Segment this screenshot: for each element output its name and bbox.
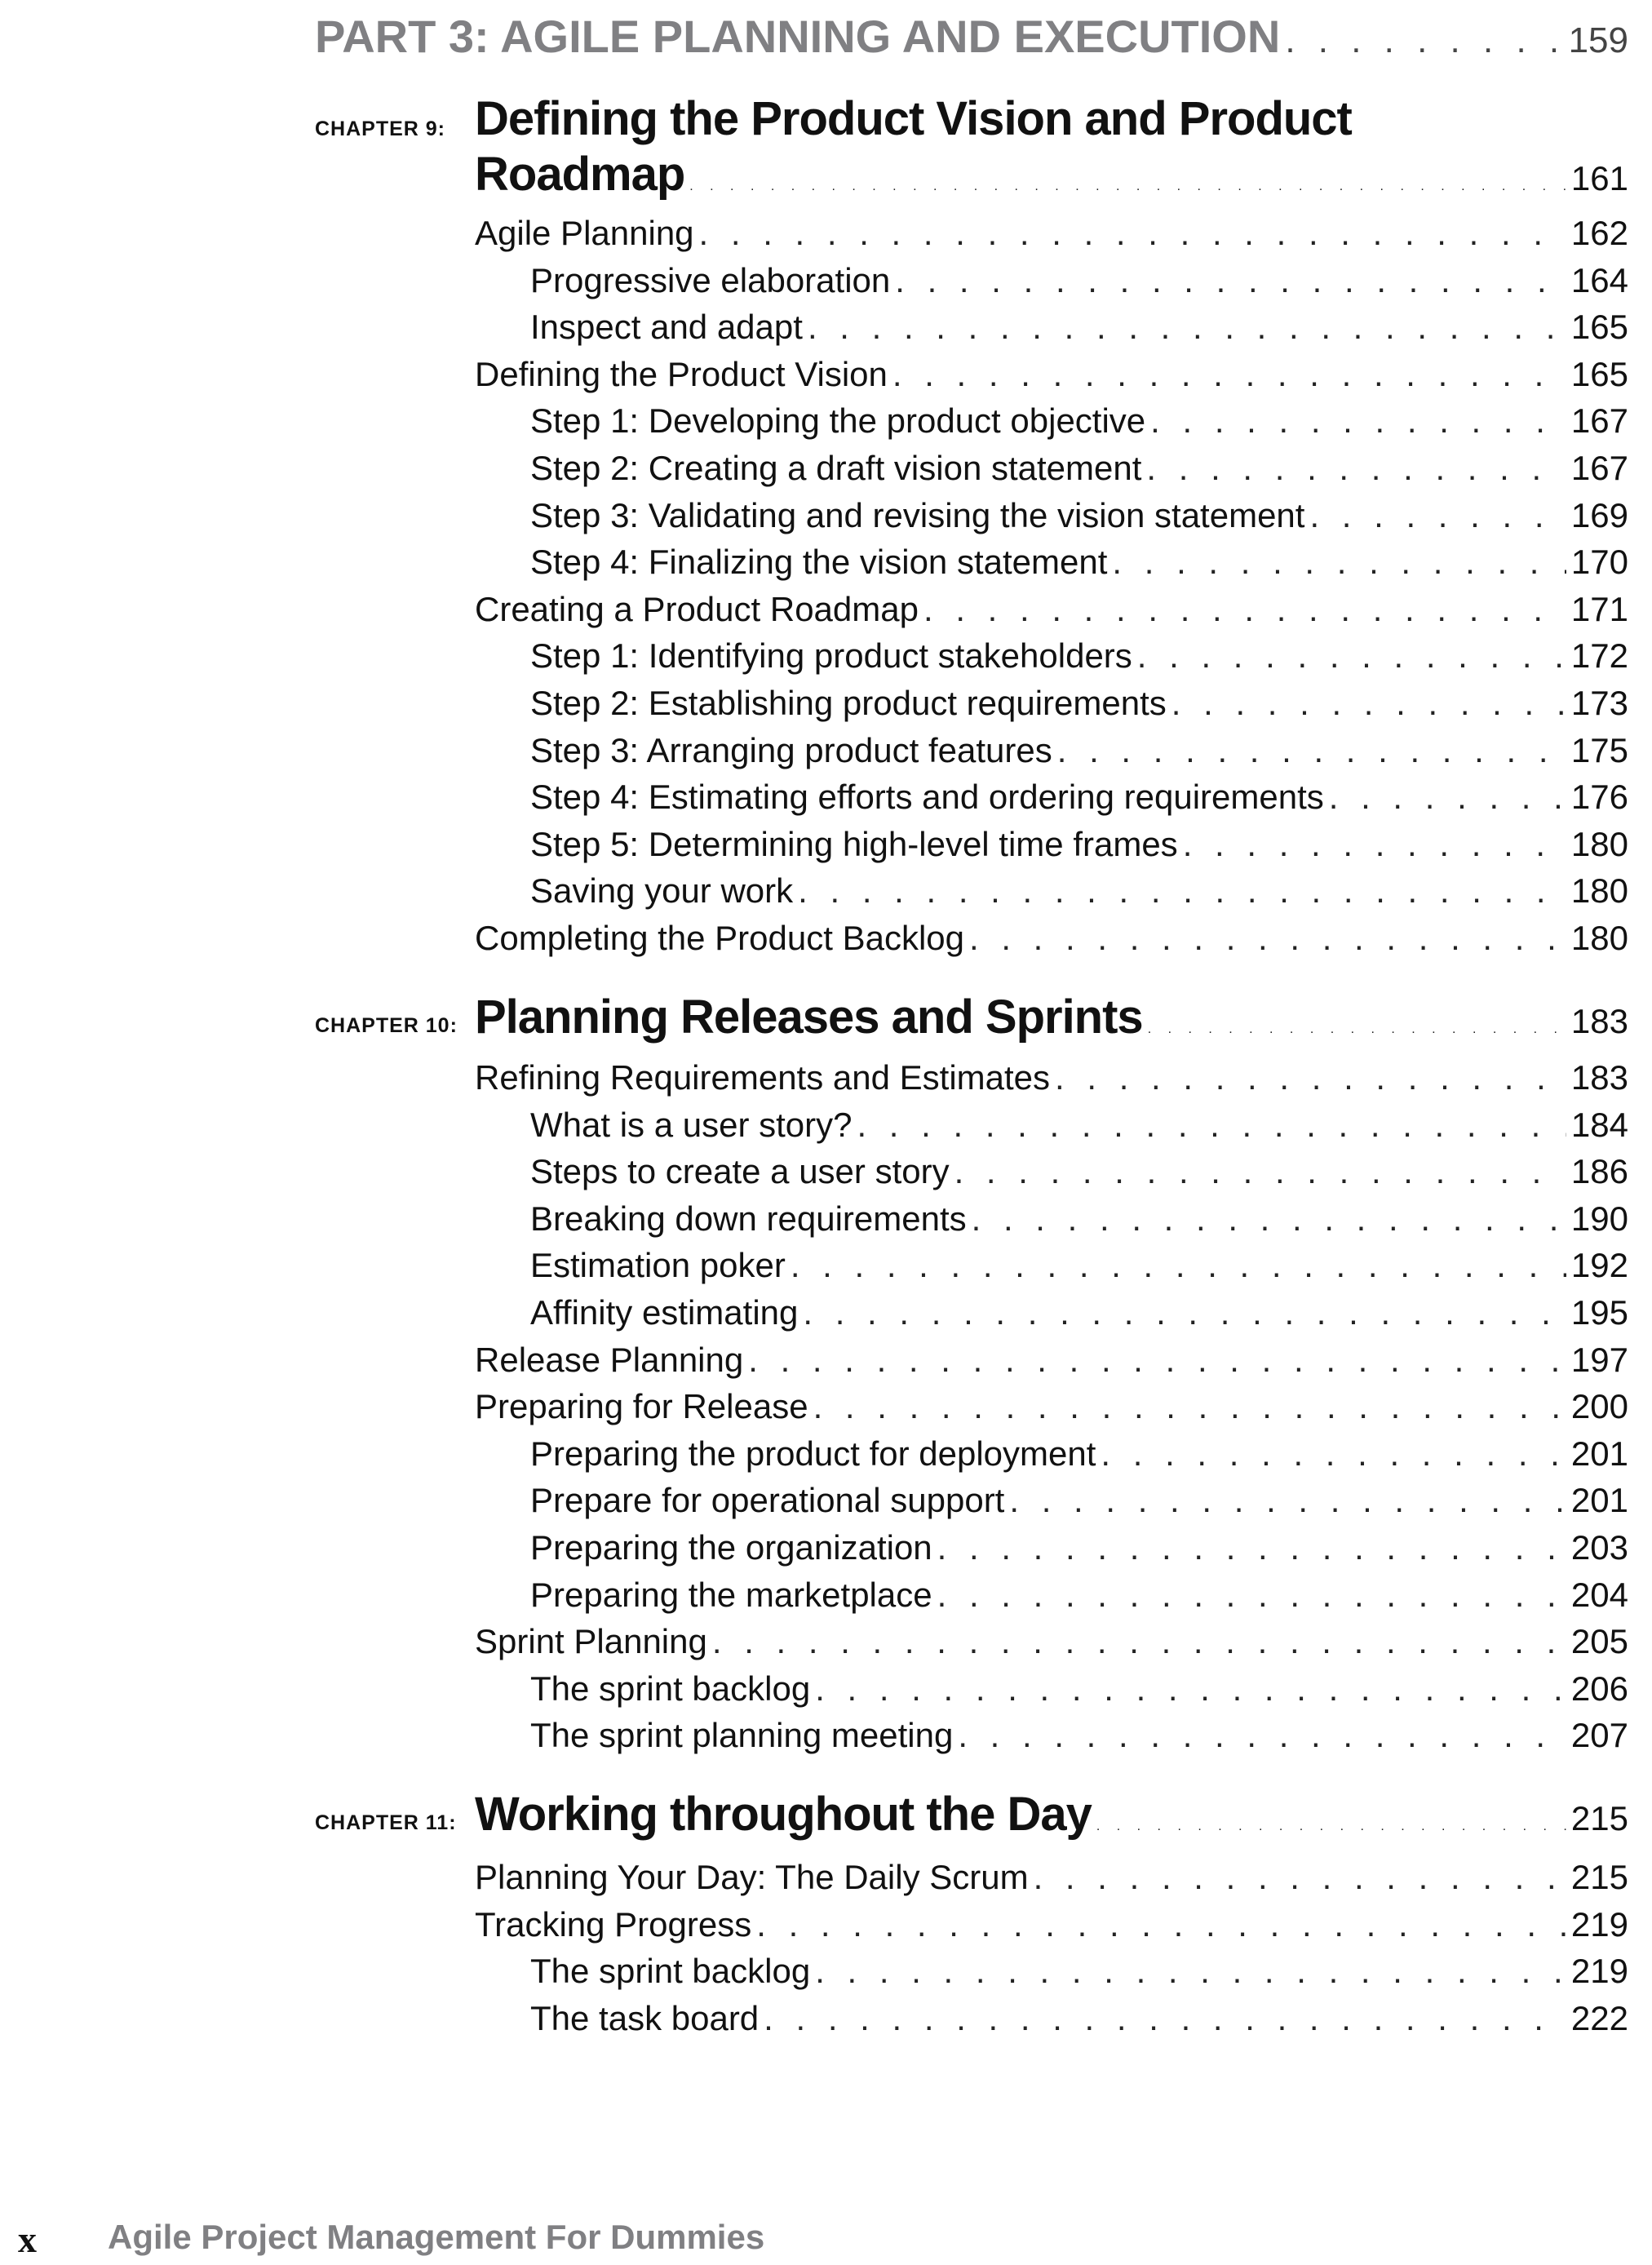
page-number: 201 (1570, 1434, 1628, 1473)
dot-leader (923, 590, 1566, 629)
page-number: 215 (1570, 1858, 1628, 1896)
entry-title: The task board (530, 1998, 760, 2037)
page-number: 201 (1570, 1481, 1628, 1520)
page-number: 203 (1570, 1528, 1628, 1567)
chapter-label: CHAPTER 9: (315, 117, 446, 140)
chapter-title: Working throughout the Day (475, 1788, 1092, 1841)
dot-leader (764, 1999, 1566, 2038)
chapter-title-line (475, 91, 1628, 146)
page-number: 215 (1570, 1799, 1628, 1837)
page-number: 219 (1570, 1904, 1628, 1944)
dot-leader (857, 1106, 1566, 1145)
dot-leader (815, 1669, 1566, 1709)
dot-leader (689, 180, 1566, 194)
entry-title: Inspect and adapt (530, 308, 803, 347)
dot-leader (1057, 731, 1566, 770)
toc-subsection-entry[interactable] (530, 684, 1628, 723)
page-number: 165 (1570, 308, 1628, 347)
toc-section-entry[interactable] (475, 919, 1628, 958)
entry-title: Step 5: Determining high-level time frames (530, 824, 1178, 863)
toc-subsection-entry[interactable] (530, 1106, 1628, 1145)
dot-leader (1101, 1434, 1566, 1474)
entry-title: Refining Requirements and Estimates (475, 1058, 1051, 1097)
page-number: 190 (1570, 1199, 1628, 1238)
page-number: 207 (1570, 1716, 1628, 1755)
dot-leader (937, 1576, 1566, 1615)
dot-leader (1309, 496, 1566, 535)
toc-subsection-entry[interactable] (530, 1528, 1628, 1567)
dot-leader (958, 1716, 1566, 1755)
page-number: 180 (1570, 871, 1628, 911)
folio-page-number: x (18, 2218, 37, 2260)
part-title: PART 3: AGILE PLANNING AND EXECUTION (315, 11, 1281, 62)
entry-title: Agile Planning (475, 214, 694, 252)
dot-leader (1055, 1058, 1566, 1097)
entry-title: The sprint planning meeting (530, 1716, 954, 1755)
entry-title: Completing the Product Backlog (475, 919, 964, 957)
toc-subsection-entry[interactable] (530, 496, 1628, 535)
entry-title: Defining the Product Vision (475, 354, 888, 393)
page-number: 180 (1570, 824, 1628, 863)
running-footer-title: Agile Project Management For Dummies (108, 2218, 765, 2256)
chapter-title: Roadmap (475, 148, 685, 201)
toc-section-entry[interactable] (475, 1058, 1628, 1097)
dot-leader (815, 1952, 1566, 1991)
chapter-entry[interactable] (475, 147, 1628, 202)
dot-leader (1183, 825, 1566, 864)
entry-title: The sprint backlog (530, 1669, 811, 1708)
page-number: 206 (1570, 1669, 1628, 1708)
entry-title: Release Planning (475, 1340, 744, 1379)
page-number: 176 (1570, 778, 1628, 817)
dot-leader (798, 871, 1566, 911)
dot-leader (895, 261, 1566, 300)
entry-title: Prepare for operational support (530, 1481, 1005, 1520)
entry-title: Steps to create a user story (530, 1152, 950, 1191)
entry-title: Tracking Progress (475, 1904, 752, 1944)
page-number: 180 (1570, 919, 1628, 957)
entry-title: Preparing the product for deployment (530, 1434, 1096, 1473)
toc-subsection-entry[interactable] (530, 636, 1628, 676)
page-number: 222 (1570, 1998, 1628, 2037)
chapter-entry[interactable] (475, 1787, 1628, 1842)
chapter-title: Defining the Product Vision and Product (475, 92, 1352, 145)
toc-subsection-entry[interactable] (530, 1246, 1628, 1285)
entry-title: Preparing the marketplace (530, 1575, 932, 1614)
dot-leader (1137, 636, 1566, 676)
toc-section-entry[interactable] (475, 214, 1628, 253)
page-number: 205 (1570, 1622, 1628, 1661)
page-number: 195 (1570, 1293, 1628, 1332)
page-number: 197 (1570, 1340, 1628, 1379)
dot-leader (748, 1341, 1566, 1380)
page-number: 170 (1570, 543, 1628, 582)
dot-leader (1150, 401, 1566, 441)
entry-title: Saving your work (530, 871, 794, 911)
page-number: 204 (1570, 1575, 1628, 1614)
toc-section-entry[interactable] (475, 1905, 1628, 1944)
page-number: 219 (1570, 1952, 1628, 1991)
dot-leader (808, 308, 1566, 347)
page-number: 183 (1570, 1058, 1628, 1097)
page-number: 159 (1568, 20, 1628, 60)
entry-title: Creating a Product Roadmap (475, 589, 919, 628)
page-number: 162 (1570, 214, 1628, 252)
entry-title: Preparing for Release (475, 1387, 808, 1426)
entry-title: Progressive elaboration (530, 260, 891, 299)
dot-leader (803, 1293, 1566, 1332)
entry-title: Step 4: Estimating efforts and ordering requirements (530, 778, 1324, 817)
toc-subsection-entry[interactable] (530, 825, 1628, 864)
entry-title: The sprint backlog (530, 1952, 811, 1991)
page-number: 167 (1570, 401, 1628, 441)
chapter-label: CHAPTER 10: (315, 1014, 458, 1037)
page-number: 171 (1570, 589, 1628, 628)
dot-leader (1112, 543, 1566, 582)
entry-title: Planning Your Day: The Daily Scrum (475, 1858, 1029, 1896)
page-number: 161 (1570, 159, 1628, 197)
toc-section-entry[interactable] (475, 1622, 1628, 1661)
toc-subsection-entry[interactable] (530, 449, 1628, 488)
entry-title: Sprint Planning (475, 1622, 707, 1661)
chapter-label: CHAPTER 11: (315, 1811, 457, 1834)
entry-title: Step 2: Creating a draft vision statement (530, 449, 1142, 487)
dot-leader (937, 1528, 1566, 1567)
toc-subsection-entry[interactable] (530, 1952, 1628, 1991)
chapter-title: Planning Releases and Sprints (475, 991, 1143, 1044)
page-number: 192 (1570, 1246, 1628, 1285)
toc-subsection-entry[interactable] (530, 1576, 1628, 1615)
toc-subsection-entry[interactable] (530, 1481, 1628, 1520)
chapter-entry[interactable] (475, 990, 1628, 1044)
entry-title: Step 4: Finalizing the vision statement (530, 543, 1108, 582)
entry-title: Step 2: Establishing product requirements (530, 684, 1167, 722)
entry-title: What is a user story? (530, 1105, 853, 1144)
page-number: 172 (1570, 636, 1628, 676)
page-number: 169 (1570, 495, 1628, 534)
entry-title: Step 3: Validating and revising the vision statement (530, 495, 1305, 534)
page-number: 165 (1570, 354, 1628, 393)
page-number: 184 (1570, 1105, 1628, 1144)
entry-title: Preparing the organization (530, 1528, 932, 1567)
toc-section-entry[interactable] (475, 355, 1628, 394)
toc-subsection-entry[interactable] (530, 543, 1628, 582)
dot-leader (969, 919, 1566, 958)
toc-subsection-entry[interactable] (530, 871, 1628, 911)
entry-title: Step 1: Developing the product objective (530, 401, 1146, 441)
part-heading (315, 10, 1628, 63)
toc-subsection-entry[interactable] (530, 1669, 1628, 1709)
dot-leader (954, 1152, 1566, 1191)
page-number: 186 (1570, 1152, 1628, 1191)
page-number: 200 (1570, 1387, 1628, 1426)
page-number: 175 (1570, 730, 1628, 769)
dot-leader (1285, 20, 1563, 61)
toc-subsection-entry[interactable] (530, 778, 1628, 817)
dot-leader (1034, 1858, 1566, 1897)
dot-leader (972, 1199, 1566, 1239)
entry-title: Step 1: Identifying product stakeholders (530, 636, 1132, 676)
toc-subsection-entry[interactable] (530, 731, 1628, 770)
dot-leader (791, 1246, 1566, 1285)
toc-subsection-entry[interactable] (530, 401, 1628, 441)
toc-section-entry[interactable] (475, 1341, 1628, 1380)
page-number: 183 (1570, 1002, 1628, 1040)
dot-leader (699, 214, 1566, 253)
toc-subsection-entry[interactable] (530, 1199, 1628, 1239)
entry-title: Step 3: Arranging product features (530, 730, 1052, 769)
toc-subsection-entry[interactable] (530, 1716, 1628, 1755)
dot-leader (1146, 449, 1566, 488)
toc-subsection-entry[interactable] (530, 261, 1628, 300)
dot-leader (1009, 1481, 1566, 1520)
toc-subsection-entry[interactable] (530, 1999, 1628, 2038)
toc-subsection-entry[interactable] (530, 1293, 1628, 1332)
toc-subsection-entry[interactable] (530, 1152, 1628, 1191)
toc-section-entry[interactable] (475, 1387, 1628, 1426)
dot-leader (756, 1905, 1566, 1944)
page-number: 164 (1570, 260, 1628, 299)
dot-leader (892, 355, 1566, 394)
toc-section-entry[interactable] (475, 1858, 1628, 1897)
dot-leader (1148, 1022, 1566, 1037)
toc-subsection-entry[interactable] (530, 1434, 1628, 1474)
toc-section-entry[interactable] (475, 590, 1628, 629)
dot-leader (1329, 778, 1566, 817)
page-number: 167 (1570, 449, 1628, 487)
dot-leader (1171, 684, 1566, 723)
dot-leader (1096, 1820, 1566, 1834)
dot-leader (712, 1622, 1566, 1661)
toc-subsection-entry[interactable] (530, 308, 1628, 347)
page-number: 173 (1570, 684, 1628, 722)
entry-title: Breaking down requirements (530, 1199, 967, 1238)
dot-leader (813, 1387, 1566, 1426)
entry-title: Estimation poker (530, 1246, 786, 1285)
entry-title: Affinity estimating (530, 1293, 799, 1332)
